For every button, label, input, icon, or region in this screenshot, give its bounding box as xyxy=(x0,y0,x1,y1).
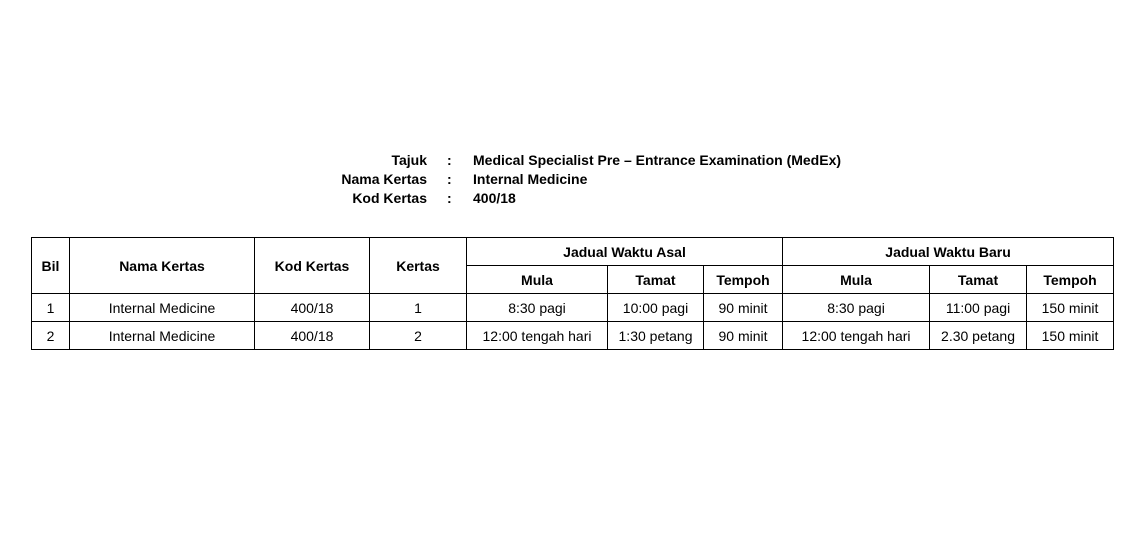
col-header-kod-kertas: Kod Kertas xyxy=(255,238,370,294)
info-row-title xyxy=(0,151,1136,170)
cell-baru-tempoh: 150 minit xyxy=(1027,294,1114,322)
cell-kod-kertas: 400/18 xyxy=(255,322,370,350)
info-colon: : xyxy=(447,171,452,187)
schedule-table xyxy=(31,237,1114,350)
cell-asal-mula: 8:30 pagi xyxy=(467,294,608,322)
cell-kod-kertas: 400/18 xyxy=(255,294,370,322)
cell-baru-mula: 8:30 pagi xyxy=(783,294,930,322)
cell-kertas: 1 xyxy=(370,294,467,322)
info-colon: : xyxy=(447,190,452,206)
table-row xyxy=(32,294,1114,322)
info-row-paper-name xyxy=(0,170,1136,189)
cell-bil: 2 xyxy=(32,322,70,350)
col-header-baru-mula: Mula xyxy=(783,266,930,294)
col-group-jadual-baru: Jadual Waktu Baru xyxy=(783,238,1114,266)
col-header-asal-tamat: Tamat xyxy=(608,266,704,294)
exam-info-block xyxy=(0,151,1136,208)
col-header-nama-kertas: Nama Kertas xyxy=(70,238,255,294)
info-label-paper-code: Kod Kertas xyxy=(352,190,427,206)
table-row xyxy=(32,322,1114,350)
info-colon: : xyxy=(447,152,452,168)
cell-kertas: 2 xyxy=(370,322,467,350)
col-header-baru-tempoh: Tempoh xyxy=(1027,266,1114,294)
cell-nama-kertas: Internal Medicine xyxy=(70,322,255,350)
table-header-row xyxy=(32,238,1114,266)
cell-baru-tempoh: 150 minit xyxy=(1027,322,1114,350)
col-group-jadual-asal: Jadual Waktu Asal xyxy=(467,238,783,266)
cell-baru-tamat: 11:00 pagi xyxy=(930,294,1027,322)
cell-asal-tempoh: 90 minit xyxy=(704,322,783,350)
cell-asal-tamat: 1:30 petang xyxy=(608,322,704,350)
info-row-paper-code xyxy=(0,189,1136,208)
col-header-baru-tamat: Tamat xyxy=(930,266,1027,294)
col-header-bil: Bil xyxy=(32,238,70,294)
col-header-asal-mula: Mula xyxy=(467,266,608,294)
cell-baru-tamat: 2.30 petang xyxy=(930,322,1027,350)
info-value-title: Medical Specialist Pre – Entrance Examination (MedEx) xyxy=(473,152,842,168)
cell-asal-mula: 12:00 tengah hari xyxy=(467,322,608,350)
cell-asal-tamat: 10:00 pagi xyxy=(608,294,704,322)
cell-bil: 1 xyxy=(32,294,70,322)
info-label-title: Tajuk xyxy=(391,152,427,168)
info-value-paper-code: 400/18 xyxy=(473,190,516,206)
cell-nama-kertas: Internal Medicine xyxy=(70,294,255,322)
info-value-paper-name: Internal Medicine xyxy=(473,171,588,187)
cell-asal-tempoh: 90 minit xyxy=(704,294,783,322)
cell-baru-mula: 12:00 tengah hari xyxy=(783,322,930,350)
col-header-kertas: Kertas xyxy=(370,238,467,294)
col-header-asal-tempoh: Tempoh xyxy=(704,266,783,294)
info-label-paper-name: Nama Kertas xyxy=(341,171,427,187)
